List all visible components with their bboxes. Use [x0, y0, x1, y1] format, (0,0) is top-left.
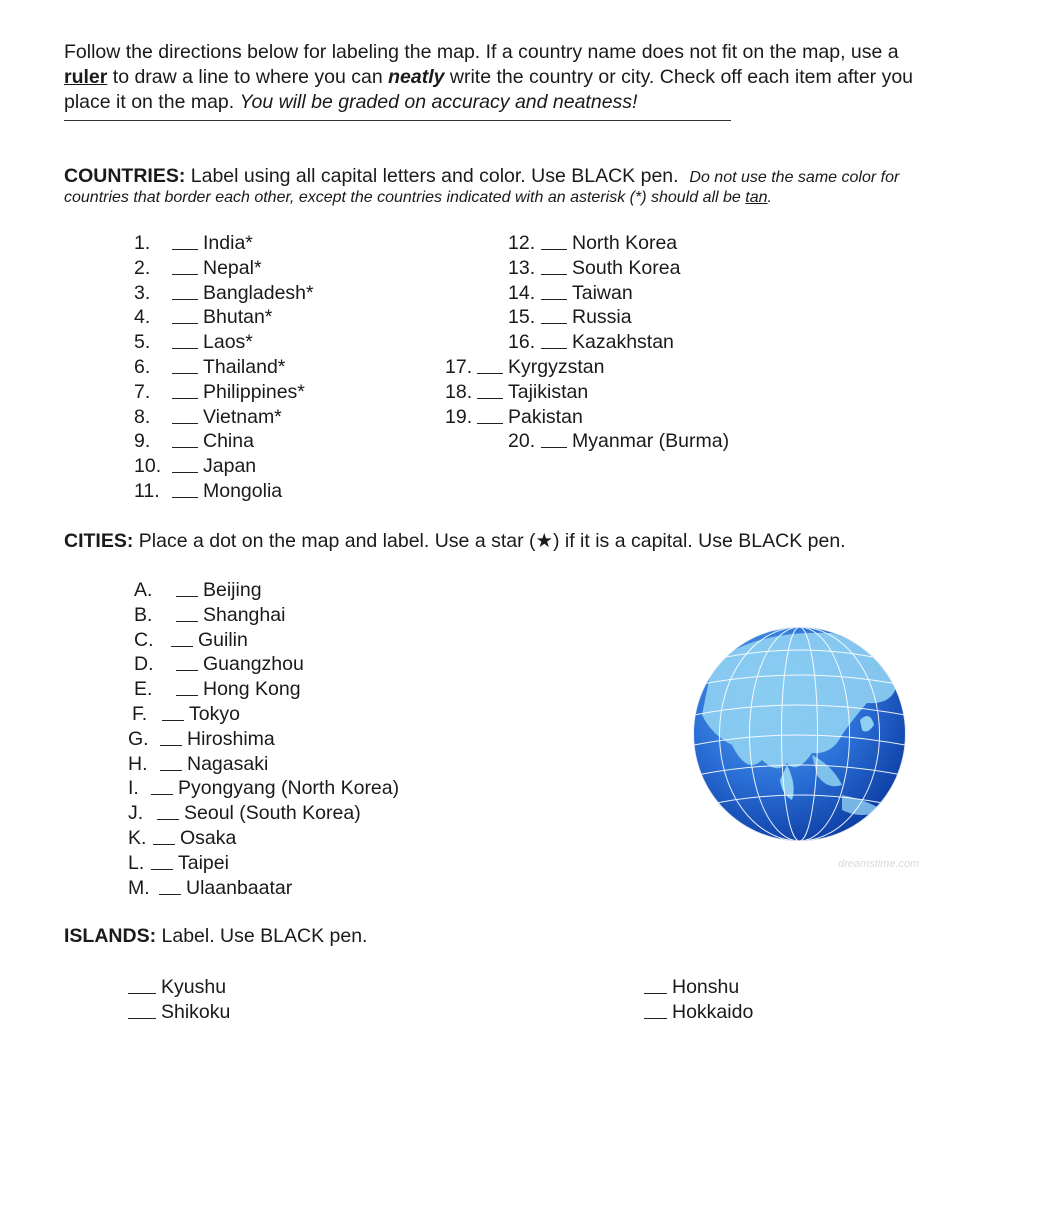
check-blank[interactable] [541, 260, 567, 275]
city-item [128, 876, 293, 900]
item-label: Osaka [180, 827, 237, 849]
check-blank[interactable] [160, 731, 182, 746]
country-item [134, 281, 314, 305]
city-item [128, 776, 400, 800]
check-blank[interactable] [541, 309, 567, 324]
check-blank[interactable] [477, 409, 503, 424]
item-number: 7. [134, 380, 151, 403]
country-item [134, 454, 257, 478]
check-blank[interactable] [477, 359, 503, 374]
check-blank[interactable] [541, 235, 567, 250]
check-blank[interactable] [151, 780, 173, 795]
countries-note-2: countries that border each other, except the countries indicated with an asterisk (*) should all be [64, 189, 746, 206]
check-blank[interactable] [644, 979, 667, 994]
check-blank[interactable] [172, 285, 198, 300]
item-number: 9. [134, 430, 151, 453]
islands-instruction: Label. Use BLACK pen. [156, 925, 368, 947]
country-item [134, 305, 273, 329]
item-number: 20. [508, 430, 536, 453]
intro-text-2a: to draw a line to where you can [107, 66, 389, 88]
country-item [508, 429, 730, 453]
item-label: Taipei [178, 851, 229, 874]
item-number: K. [128, 827, 147, 849]
divider-line [64, 120, 731, 121]
country-item [508, 231, 678, 255]
item-number: 6. [134, 356, 151, 378]
item-number: 15. [508, 306, 536, 329]
check-blank[interactable] [162, 706, 184, 721]
country-item [508, 330, 674, 354]
item-label: Pyongyang (North Korea) [178, 777, 400, 800]
intro-text-3a: place it on the map. [64, 91, 240, 113]
countries-heading [64, 165, 899, 188]
check-blank[interactable] [176, 607, 198, 622]
island-label: Kyushu [161, 976, 227, 998]
check-blank[interactable] [159, 880, 181, 895]
check-blank[interactable] [176, 582, 198, 597]
check-blank[interactable] [172, 235, 198, 250]
item-number: 11. [134, 480, 160, 502]
item-label: Seoul (South Korea) [184, 802, 361, 825]
item-number: 18. [445, 380, 473, 403]
item-number: J. [128, 802, 144, 825]
city-item [134, 603, 286, 627]
item-number: 8. [134, 405, 151, 428]
item-number: C. [134, 628, 154, 651]
country-item [445, 405, 583, 429]
neatly-word: neatly [388, 66, 445, 88]
item-number: H. [128, 752, 148, 775]
intro-line-2 [64, 65, 999, 90]
item-label: Beijing [203, 579, 262, 601]
check-blank[interactable] [541, 285, 567, 300]
item-number: 17. [445, 356, 473, 378]
country-item [134, 479, 283, 503]
intro-line-3 [64, 90, 999, 115]
item-label: Nagasaki [187, 752, 269, 775]
item-number: 4. [134, 306, 151, 329]
country-item [134, 429, 254, 453]
item-label: Philippines* [203, 380, 305, 403]
item-number: F. [132, 703, 148, 725]
country-item [134, 380, 305, 404]
item-number: 1. [134, 232, 151, 254]
country-item [508, 256, 681, 280]
city-item [128, 727, 275, 751]
graded-note: You will be graded on accuracy and neatness! [239, 91, 638, 113]
check-blank[interactable] [477, 384, 503, 399]
intro-text-2b: write the country or city. Check off each item after you [444, 66, 914, 88]
country-item [134, 256, 262, 280]
check-blank[interactable] [151, 855, 173, 870]
check-blank[interactable] [157, 805, 179, 820]
countries-title: COUNTRIES: [64, 165, 186, 187]
item-number: I. [128, 777, 139, 800]
globe-icon [692, 625, 907, 843]
item-label: India* [203, 232, 253, 254]
ruler-word: ruler [64, 66, 108, 88]
item-label: South Korea [572, 256, 681, 279]
item-number: 2. [134, 256, 151, 279]
city-item [134, 628, 248, 652]
item-number: 14. [508, 281, 536, 304]
item-label: Laos* [203, 331, 253, 354]
item-label: Japan [203, 455, 257, 478]
country-item [445, 380, 589, 404]
city-item [134, 677, 301, 701]
check-blank[interactable] [176, 656, 198, 671]
check-blank[interactable] [172, 409, 198, 424]
country-item [134, 405, 282, 429]
city-item [128, 851, 229, 875]
item-label: Hiroshima [187, 727, 275, 750]
tan-word: tan [745, 189, 768, 206]
item-number: A. [134, 579, 153, 601]
intro-paragraph [64, 40, 999, 115]
check-blank[interactable] [172, 309, 198, 324]
islands-heading [64, 925, 367, 948]
check-blank[interactable] [172, 359, 198, 374]
check-blank[interactable] [176, 681, 198, 696]
island-label: Shikoku [161, 1001, 231, 1023]
countries-note [64, 189, 772, 207]
item-number: E. [134, 678, 153, 701]
check-blank[interactable] [128, 979, 156, 994]
city-item [134, 652, 304, 676]
city-item [128, 826, 237, 850]
item-label: Kyrgyzstan [508, 356, 605, 378]
item-number: D. [134, 653, 154, 676]
item-label: Shanghai [203, 603, 286, 626]
item-label: Nepal* [203, 256, 262, 279]
cities-instruction: Place a dot on the map and label. Use a star (★) if it is a capital. Use BLACK pen. [133, 530, 846, 552]
item-label: North Korea [572, 232, 678, 254]
item-number: 10. [134, 455, 162, 478]
item-label: Russia [572, 306, 632, 329]
item-label: Tokyo [189, 703, 240, 725]
item-number: 12. [508, 232, 536, 254]
check-blank[interactable] [172, 433, 198, 448]
item-label: Tajikistan [508, 380, 589, 403]
city-item [132, 702, 240, 726]
check-blank[interactable] [171, 632, 193, 647]
item-label: Taiwan [572, 281, 633, 304]
countries-instruction: Label using all capital letters and color. Use BLACK pen. [185, 165, 679, 187]
check-blank[interactable] [160, 756, 182, 771]
check-blank[interactable] [172, 458, 198, 473]
item-label: Vietnam* [203, 405, 282, 428]
item-number: 16. [508, 331, 536, 354]
item-number: 3. [134, 281, 151, 304]
item-label: Hong Kong [203, 678, 301, 701]
watermark: dreamstime.com [838, 858, 920, 870]
item-label: Guangzhou [203, 653, 304, 676]
item-label: Myanmar (Burma) [572, 430, 730, 453]
country-item [508, 281, 633, 305]
check-blank[interactable] [644, 1004, 667, 1019]
check-blank[interactable] [172, 483, 198, 498]
cities-title: CITIES: [64, 530, 134, 552]
item-number: 13. [508, 256, 536, 279]
city-item [128, 801, 361, 825]
island-label: Honshu [672, 976, 740, 998]
check-blank[interactable] [153, 830, 175, 845]
check-blank[interactable] [172, 260, 198, 275]
countries-note-1: Do not use the same color for [689, 169, 900, 186]
item-label: Bhutan* [203, 306, 273, 329]
item-label: Thailand* [203, 356, 286, 378]
city-item [134, 578, 262, 602]
country-item [445, 355, 605, 379]
islands-title: ISLANDS: [64, 925, 157, 947]
check-blank[interactable] [172, 334, 198, 349]
check-blank[interactable] [128, 1004, 156, 1019]
item-label: Ulaanbaatar [186, 876, 293, 899]
country-item [134, 231, 253, 255]
item-label: Kazakhstan [572, 331, 674, 354]
country-item [134, 355, 286, 379]
item-label: Bangladesh* [203, 281, 314, 304]
city-item [128, 752, 269, 776]
cities-heading [64, 529, 846, 553]
intro-line-1: Follow the directions below for labeling the map. If a country name does not fit on the map, use a [64, 41, 899, 63]
item-number: L. [128, 851, 145, 874]
item-label: Pakistan [508, 405, 583, 428]
countries-note-end: . [767, 189, 772, 206]
check-blank[interactable] [541, 433, 567, 448]
country-item [508, 305, 632, 329]
country-item [134, 330, 253, 354]
item-number: B. [134, 603, 153, 626]
check-blank[interactable] [172, 384, 198, 399]
item-number: 5. [134, 331, 151, 354]
check-blank[interactable] [541, 334, 567, 349]
item-number: G. [128, 727, 149, 750]
item-number: 19. [445, 405, 473, 428]
item-label: Guilin [198, 628, 248, 651]
item-label: China [203, 430, 254, 453]
item-label: Mongolia [203, 480, 283, 502]
item-number: M. [128, 876, 150, 899]
island-label: Hokkaido [672, 1001, 754, 1023]
